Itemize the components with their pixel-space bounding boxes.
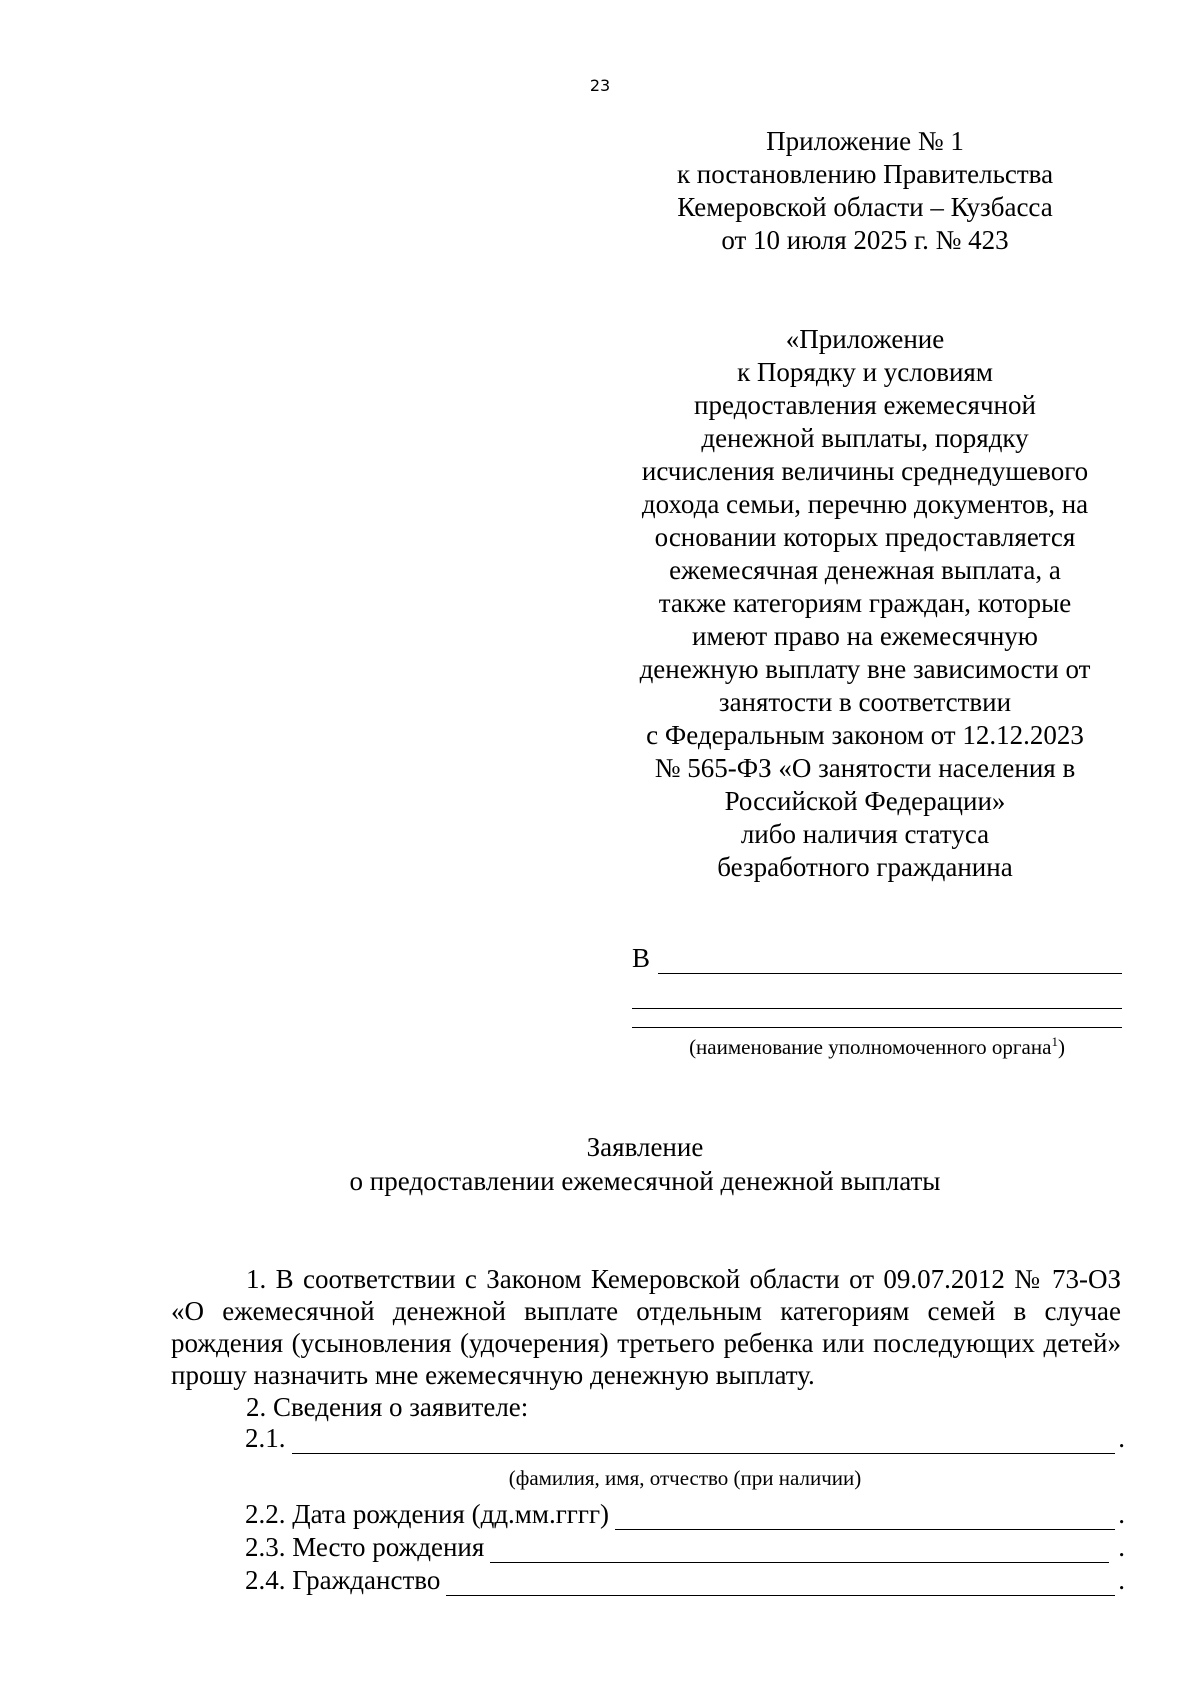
statement-heading — [0, 1130, 1200, 1198]
field-label: 2.4. Гражданство — [245, 1565, 441, 1595]
appendix-to-order-header — [615, 323, 1115, 884]
order-header-line: предоставления ежемесячной — [694, 390, 1036, 420]
recipient-caption-text: (наименование уполномоченного органа — [689, 1035, 1052, 1059]
order-header-line: дохода семьи, перечню документов, на — [641, 489, 1089, 519]
field-end: . — [1118, 1499, 1125, 1529]
order-header-line: с Федеральным законом от 12.12.2023 — [646, 720, 1084, 750]
order-header-line: либо наличия статуса — [740, 819, 990, 849]
field-end: . — [1111, 1532, 1125, 1562]
field-label: 2.1. — [245, 1423, 286, 1453]
order-header-line: занятости в соответствии — [718, 687, 1012, 717]
recipient-prefix: В — [632, 943, 651, 973]
birth-place-blank[interactable] — [490, 1538, 1108, 1563]
full-name-blank[interactable] — [292, 1429, 1116, 1454]
statement-subtitle: о предоставлении ежемесячной денежной выплаты — [349, 1166, 941, 1196]
statement-body — [171, 1263, 1121, 1423]
footnote-mark: 1 — [1051, 1034, 1058, 1049]
field-birth-place — [245, 1529, 1125, 1563]
appendix-header — [630, 125, 1100, 257]
field-end: . — [1118, 1423, 1125, 1453]
field-full-name — [245, 1420, 1125, 1454]
recipient-caption — [632, 1027, 1122, 1060]
full-name-caption: (фамилия, имя, отчество (при наличии) — [508, 1466, 862, 1490]
order-header-line: денежной выплаты, порядку — [701, 423, 1029, 453]
order-header-line: Российской Федерации» — [724, 786, 1006, 816]
page-number: 23 — [589, 76, 611, 95]
appendix-line: от 10 июля 2025 г. № 423 — [721, 225, 1009, 255]
appendix-line: Кемеровской области – Кузбасса — [677, 192, 1053, 222]
order-header-line: денежную выплату вне зависимости от — [639, 654, 1091, 684]
order-header-line: ежемесячная денежная выплата, а — [669, 555, 1061, 585]
field-birth-date — [245, 1496, 1125, 1530]
field-end: . — [1118, 1565, 1125, 1595]
paragraph-2: 2. Сведения о заявителе: — [246, 1392, 529, 1422]
recipient-block — [632, 940, 1122, 1060]
order-header-line: безработного гражданина — [717, 852, 1013, 882]
order-header-line: основании которых предоставляется — [654, 522, 1076, 552]
recipient-caption-end: ) — [1057, 1035, 1065, 1059]
order-header-line: «Приложение — [785, 324, 945, 354]
field-label: 2.3. Место рождения — [245, 1532, 485, 1562]
paragraph-1: 1. В соответствии с Законом Кемеровской области от 09.07.2012 № 73-ОЗ «О ежемесячной денежной выплате отдельным категориям семей в случае рождения (усыновления (удочерения) третьего ребенка или последующих детей» прошу назначить мне ежемесячную денежную выплату. — [171, 1264, 1121, 1390]
recipient-row — [632, 940, 1122, 974]
order-header-line: имеют право на ежемесячную — [692, 621, 1038, 651]
order-header-line: к Порядку и условиям — [737, 357, 993, 387]
recipient-blank-1[interactable] — [658, 947, 1122, 974]
field-citizenship — [245, 1562, 1125, 1596]
order-header-line: № 565-ФЗ «О занятости населения в — [654, 753, 1076, 783]
field-label: 2.2. Дата рождения (дд.мм.гггг) — [245, 1499, 610, 1529]
appendix-line: Приложение № 1 — [766, 126, 964, 156]
appendix-line: к постановлению Правительства — [676, 159, 1054, 189]
statement-title: Заявление — [586, 1132, 704, 1162]
order-header-line: исчисления величины среднедушевого — [641, 456, 1089, 486]
citizenship-blank[interactable] — [446, 1571, 1115, 1596]
birth-date-blank[interactable] — [615, 1505, 1115, 1530]
order-header-line: также категориям граждан, которые — [658, 588, 1072, 618]
recipient-blank-2[interactable] — [632, 974, 1122, 1009]
